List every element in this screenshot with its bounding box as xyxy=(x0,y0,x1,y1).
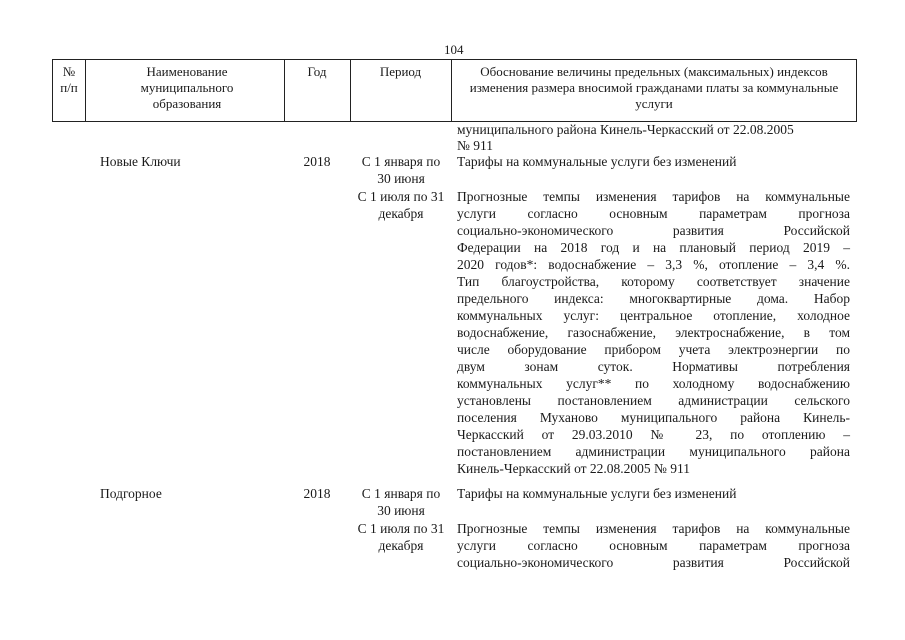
row-1-reason-2-line: Черкасский от 29.03.2010 № 23, по отоплению – xyxy=(457,427,850,442)
row-1-reason-2-line: Прогнозные темпы изменения тарифов на коммунальные xyxy=(457,189,850,204)
row-1-reason-2-line: двум зонам суток. Нормативы потребления xyxy=(457,359,850,374)
row-1-reason-2-line: Кинель-Черкасский от 22.08.2005 № 911 xyxy=(457,461,691,476)
header-divider-3 xyxy=(350,59,351,122)
header-border-right xyxy=(856,59,857,122)
header-col-reason: Обоснование величины предельных (максимальных) индексов изменения размера вносимой гражданами платы за коммунальные услуги xyxy=(469,64,839,111)
header-border-left xyxy=(52,59,53,122)
row-2-name: Подгорное xyxy=(100,486,162,501)
row-1-name: Новые Ключи xyxy=(100,154,181,169)
header-top-border xyxy=(52,59,857,60)
row-1-reason-2-line: коммунальных услуг** по холодному водоснабжению xyxy=(457,376,850,391)
header-divider-1 xyxy=(85,59,86,122)
row-1-reason-2-line: числе оборудование прибором учета электроэнергии по xyxy=(457,342,850,357)
row-1-reason-2-line: установлены постановлением администрации сельского xyxy=(457,393,850,408)
row-2-year: 2018 xyxy=(303,486,331,501)
header-divider-4 xyxy=(451,59,452,122)
row-1-reason-2 xyxy=(457,188,850,477)
row-1-reason-2-line: поселения Муханово муниципального района Кинель- xyxy=(457,410,850,425)
row-1-period-1: С 1 января по 30 июня xyxy=(361,154,441,186)
row-1-reason-2-line: Тип благоустройства, которому соответствует значение xyxy=(457,274,850,289)
row-1-reason-2-line: постановлением администрации муниципального района xyxy=(457,444,850,459)
row-1-reason-2-line: социально-экономического развития Российской xyxy=(457,223,850,238)
row-2-reason-2-line: услуги согласно основным параметрам прогноза xyxy=(457,538,850,553)
row-2-reason-2 xyxy=(457,520,850,571)
row-1-reason-2-line: 2020 годов*: водоснабжение – 3,3 %, отопление – 3,4 %. xyxy=(457,257,850,272)
row-2-period-2: С 1 июля по 31 декабря xyxy=(357,521,445,553)
continuation-line-1: муниципального района Кинель-Черкасский от 22.08.2005 xyxy=(457,122,794,137)
row-1-reason-2-line: коммунальных услуг: центральное отопление, холодное xyxy=(457,308,850,323)
header-divider-2 xyxy=(284,59,285,122)
header-col-period: Период xyxy=(379,64,422,79)
row-1-reason-2-line: предельного индекса: многоквартирные дома. Набор xyxy=(457,291,850,306)
row-2-period-1: С 1 января по 30 июня xyxy=(361,486,441,518)
row-1-reason-2-line: Федерации на 2018 год и на плановый период 2019 – xyxy=(457,240,850,255)
row-1-year: 2018 xyxy=(303,154,331,169)
row-1-reason-2-line: водоснабжение, газоснабжение, электроснабжение, в том xyxy=(457,325,850,340)
header-col-year: Год xyxy=(307,64,327,79)
row-2-reason-1: Тарифы на коммунальные услуги без изменений xyxy=(457,486,737,501)
page-number: 104 xyxy=(444,42,464,57)
header-col-number: № п/п xyxy=(60,64,78,95)
row-2-reason-2-line: Прогнозные темпы изменения тарифов на коммунальные xyxy=(457,521,850,536)
header-col-name: Наименование муниципального образования xyxy=(140,64,234,111)
row-1-reason-1: Тарифы на коммунальные услуги без изменений xyxy=(457,154,737,169)
row-1-reason-2-line: услуги согласно основным параметрам прогноза xyxy=(457,206,850,221)
continuation-line-2: № 911 xyxy=(457,138,494,153)
row-1-period-2: С 1 июля по 31 декабря xyxy=(357,189,445,221)
row-2-reason-2-line: социально-экономического развития Российской xyxy=(457,555,850,570)
